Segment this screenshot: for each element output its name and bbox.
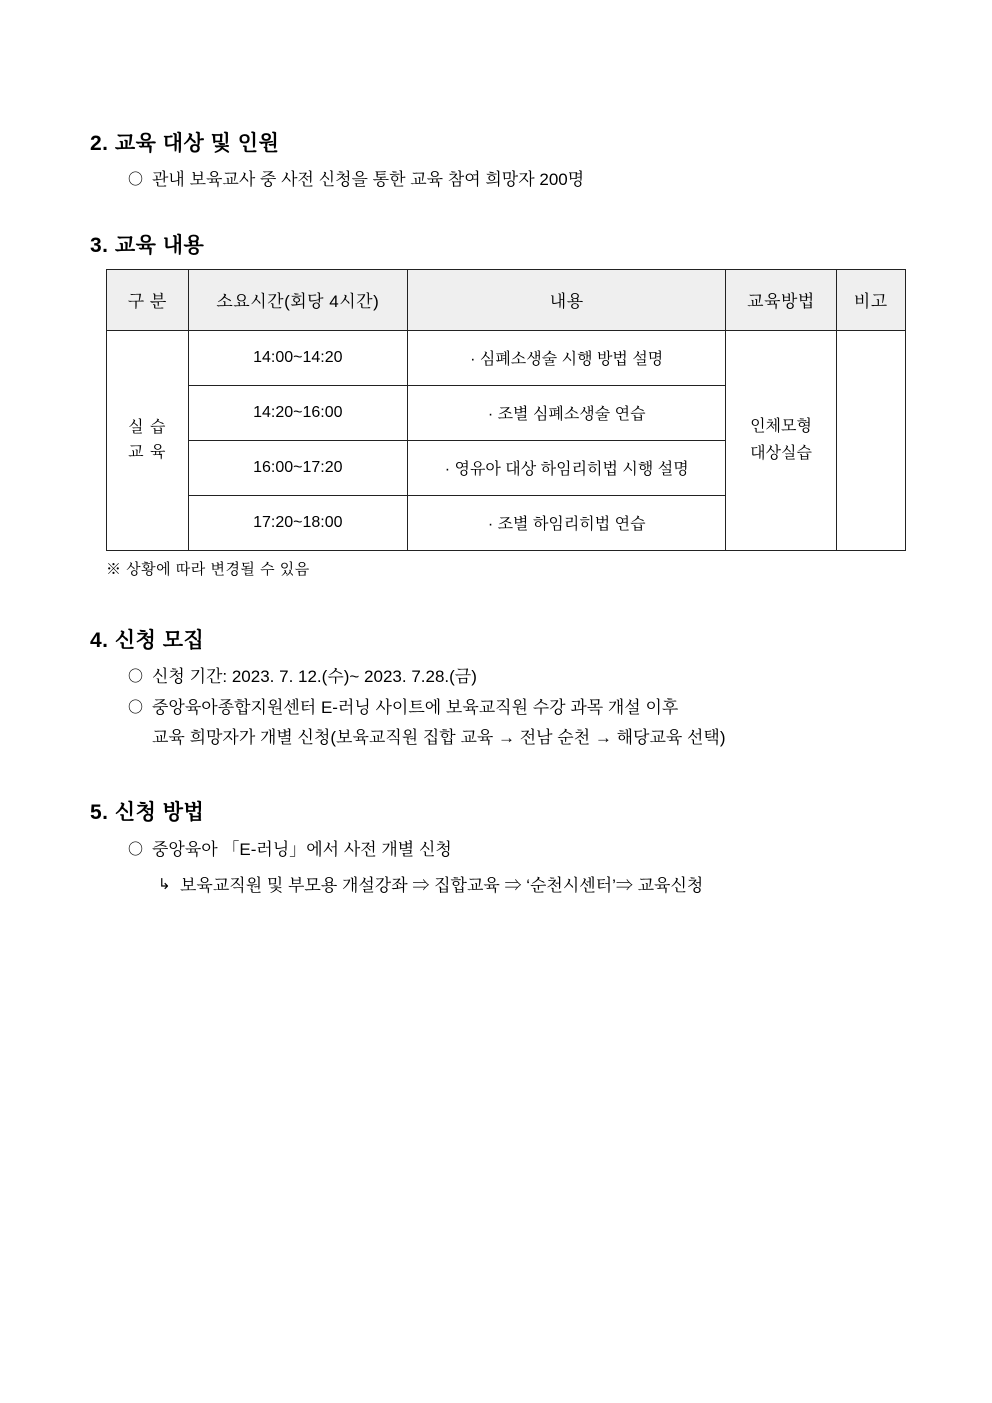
circle-bullet-icon: 〇	[128, 171, 144, 189]
target-bullet-text: 관내 보육교사 중 사전 신청을 통한 교육 참여 희망자 200명	[152, 170, 585, 190]
recruit-bullet-item-2	[128, 695, 902, 721]
circle-bullet-icon: 〇	[128, 668, 144, 686]
target-bullet-item	[128, 167, 902, 193]
circle-bullet-icon: 〇	[128, 698, 144, 716]
cell-content: · 영유아 대상 하임리히법 시행 설명	[408, 440, 726, 495]
method-line1: 인체모형	[750, 418, 812, 436]
method-bullet-text: 중앙육아 「E-러닝」에서 사전 개별 신청	[152, 839, 452, 859]
section-recruit	[90, 627, 902, 751]
cell-content: · 조별 심폐소생술 연습	[408, 385, 726, 440]
recruit-bullet-item-1	[128, 664, 902, 690]
header-content: 내용	[408, 269, 726, 330]
section-target	[90, 130, 902, 194]
table-footnote: ※ 상황에 따라 변경될 수 있음	[106, 560, 310, 578]
section-content-heading: 3. 교육 내용	[90, 233, 205, 257]
circle-bullet-icon: 〇	[128, 840, 144, 858]
recruit-course-text: 중앙육아종합지원센터 E-러닝 사이트에 보육교직원 수강 과목 개설 이후	[152, 697, 679, 717]
cell-content: · 심폐소생술 시행 방법 설명	[408, 330, 726, 385]
cell-time: 16:00~17:20	[188, 440, 407, 495]
schedule-table	[106, 269, 906, 551]
cell-note	[836, 330, 905, 550]
header-note: 비고	[836, 269, 905, 330]
section-recruit-heading: 4. 신청 모집	[90, 628, 205, 652]
cell-group-label	[107, 330, 189, 550]
method-line2: 대상실습	[750, 445, 812, 463]
table-header-row	[107, 269, 906, 330]
recruit-period-text: 신청 기간: 2023. 7. 12.(수)~ 2023. 7.28.(금)	[152, 667, 477, 687]
cell-content: · 조별 하임리히법 연습	[408, 495, 726, 550]
method-sub-item	[158, 873, 902, 899]
section-target-heading: 2. 교육 대상 및 인원	[90, 132, 280, 155]
group-label-line2: 교 육	[128, 444, 167, 462]
header-time: 소요시간(회당 4시간)	[188, 269, 407, 330]
arrow-down-right-icon: ↳	[158, 875, 171, 893]
header-method: 교육방법	[726, 269, 836, 330]
group-label-line1: 실 습	[128, 418, 167, 436]
table-row	[107, 330, 906, 385]
method-bullet-item	[128, 837, 902, 863]
section-content	[90, 232, 902, 579]
cell-method	[726, 330, 836, 550]
header-gubun: 구 분	[107, 269, 189, 330]
recruit-course-text-cont: 교육 희망자가 개별 신청(보육교직원 집합 교육 → 전남 순천 → 해당교육 선택)	[152, 727, 726, 747]
cell-time: 17:20~18:00	[188, 495, 407, 550]
section-method-heading: 5. 신청 방법	[90, 801, 205, 825]
section-method	[90, 799, 902, 899]
cell-time: 14:00~14:20	[188, 330, 407, 385]
cell-time: 14:20~16:00	[188, 385, 407, 440]
method-sub-text: 보육교직원 및 부모용 개설강좌 ⇒ 집합교육 ⇒ ‘순천시센터’⇒ 교육신청	[180, 875, 704, 895]
